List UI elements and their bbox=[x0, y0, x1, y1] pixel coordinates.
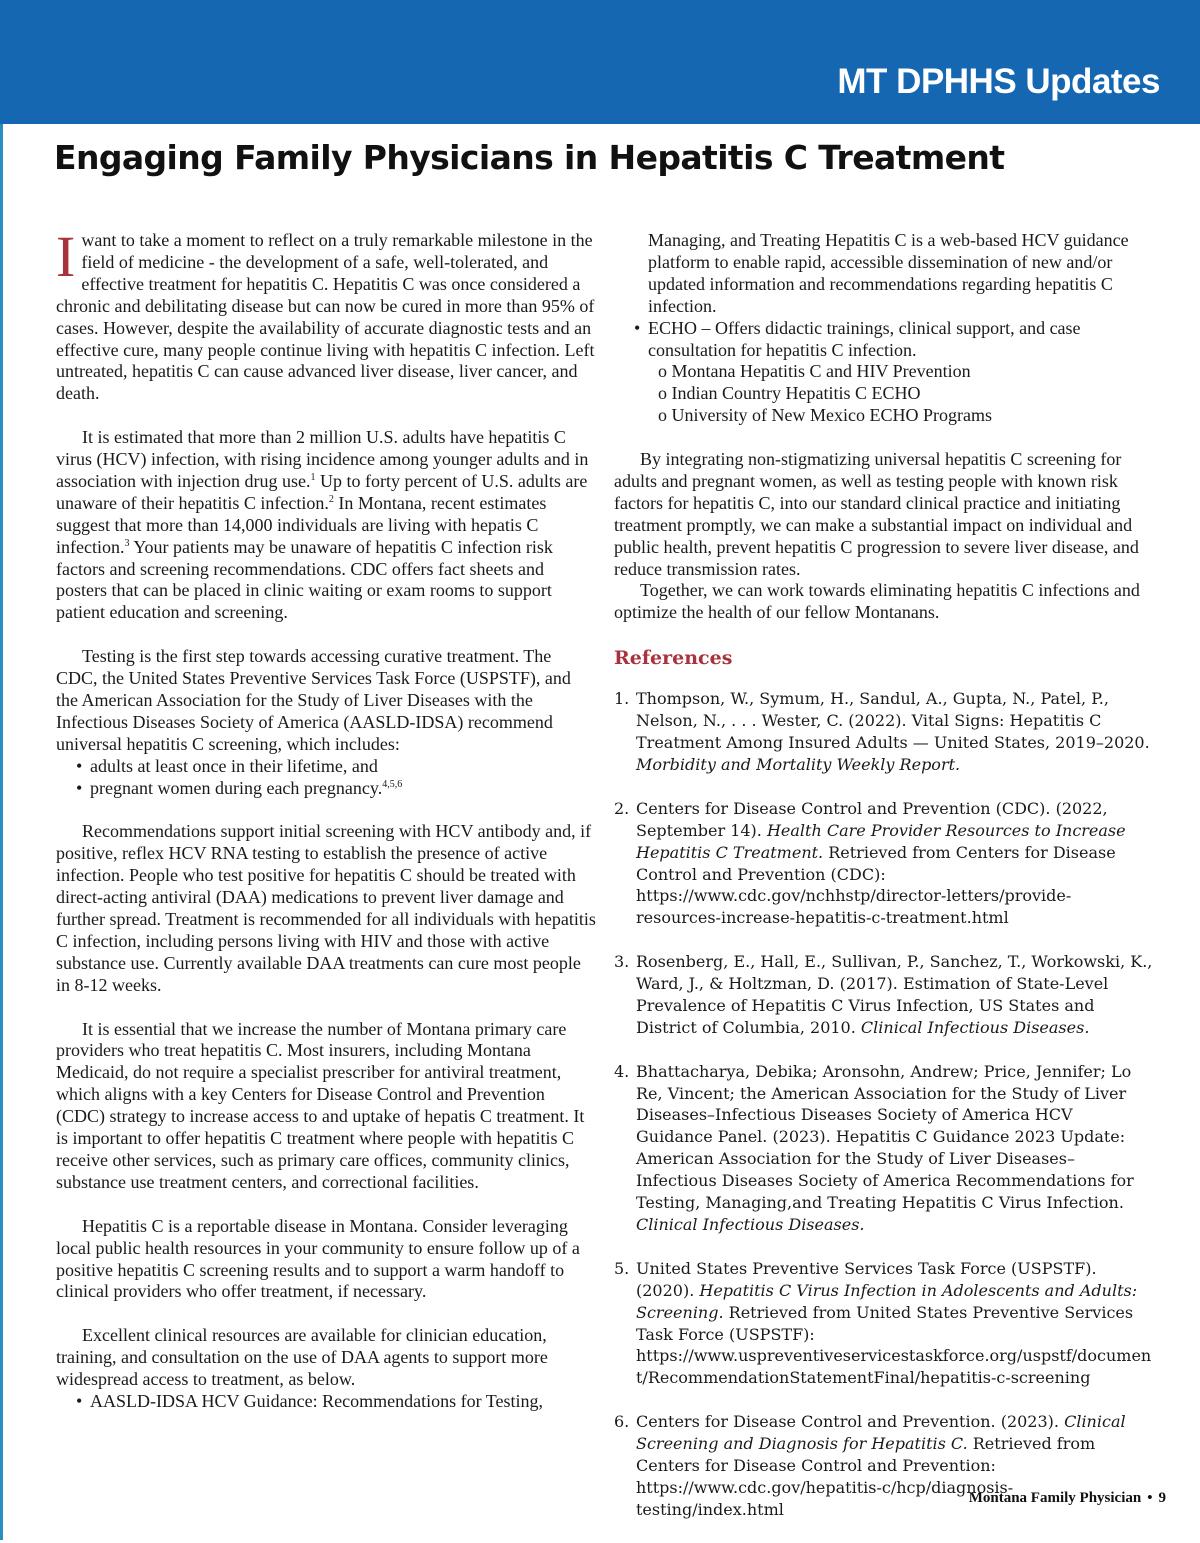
list-item bbox=[614, 318, 1154, 362]
reference-tail: Retrieved from United States Preventive Services Task Force (USPSTF): https://www.uspreventiveservicestaskforce.org/uspstf/document/RecommendationStatementFinal/hepatitis-c-screening bbox=[636, 1302, 1152, 1388]
reference-text: Centers for Disease Control and Prevention (CDC). (2022, September 14). bbox=[636, 798, 1108, 840]
recommendations-paragraph: Recommendations support initial screening with HCV antibody and, if positive, reflex HCV RNA testing to establish the presence of active infection. People who test positive for hepatitis C should be treated with direct-acting antiviral (DAA) medications to prevent liver damage and further spread. Treatment is recommended for all individuals with hepatitis C infection, including persons living with HIV and those with active substance use. Currently available DAA treatments can cure most people in 8-12 weeks. bbox=[56, 821, 596, 995]
echo-program: o Montana Hepatitis C and HIV Prevention bbox=[658, 361, 971, 382]
header-banner bbox=[0, 0, 1200, 124]
reference-text: Thompson, W., Symum, H., Sandul, A., Gupta, N., Patel, P., Nelson, N., . . . Wester, C. (2022). Vital Signs: Hepatitis C Treatment Among Insured Adults — United States, 2019–2020. bbox=[636, 689, 1150, 753]
closing-paragraph: Together, we can work towards eliminating hepatitis C infections and optimize the health of our fellow Montanans. bbox=[614, 580, 1140, 623]
intro-text: want to take a moment to reflect on a truly remarkable milestone in the field of medicine - the development of a safe, well-tolerated, and effective treatment for hepatitis C. Hepatitis C was once considered a chronic and debilitating disease but can now be cured in more than 95% of cases. However, despite the availability of accurate diagnostic tests and an effective cure, many people continue living with hepatitis C infection. Left untreated, hepatitis C can cause advanced liver disease, liver cancer, and death. bbox=[56, 230, 595, 404]
page-number: 9 bbox=[1158, 1490, 1166, 1506]
reference-source: Morbidity and Mortality Weekly Report. bbox=[636, 755, 961, 775]
reference-text: Bhattacharya, Debika; Aronsohn, Andrew; Price, Jennifer; Lo Re, Vincent; the American Association for the Study of Liver Diseases–Infectious Diseases Society of America HCV Guidance Panel. (2023). Hepatitis C Guidance 2023 Update: American Association for the Study of Liver Diseases– Infectious Diseases Society of America Recommendations for Testing, Managing,and Treating Hepatitis C Virus Infection. bbox=[636, 1061, 1134, 1213]
citation-sup: 4,5,6 bbox=[382, 778, 403, 790]
reference-text: United States Preventive Services Task Force (USPSTF). (2020). bbox=[636, 1258, 1097, 1300]
reference-number: 4. bbox=[614, 1061, 630, 1081]
banner-title: MT DPHHS Updates bbox=[837, 62, 1160, 101]
prevalence-text-d: Your patients may be unaware of hepatitis C infection risk factors and screening recommendations. CDC offers fact sheets and posters that can be placed in clinic waiting or exam rooms to support patient education and screening. bbox=[56, 536, 553, 623]
drop-cap: I bbox=[56, 224, 76, 289]
bullet-icon: • bbox=[76, 1390, 83, 1411]
reference-source: Clinical Infectious Diseases. bbox=[860, 1017, 1090, 1037]
reference-text: Rosenberg, E., Hall, E., Sullivan, P., Sanchez, T., Workowski, K., Ward, J., & Holtzman, D. (2017). Estimation of State-Level Prevalence of Hepatitis C Virus Infection, US States and District of Columbia, 2010. bbox=[636, 952, 1153, 1037]
citation-sup: 2 bbox=[328, 493, 334, 505]
page-edge-rule bbox=[0, 0, 3, 1540]
list-item bbox=[56, 778, 596, 800]
resource-echo-text: ECHO – Offers didactic trainings, clinical support, and case consultation for hepatitis C infection. bbox=[648, 317, 1081, 360]
reference-number: 1. bbox=[614, 689, 630, 709]
article-left-column bbox=[56, 224, 596, 1413]
bullet-icon: • bbox=[634, 317, 641, 338]
list-item bbox=[56, 1391, 596, 1413]
reference-item bbox=[614, 1258, 1154, 1389]
bullet-icon: • bbox=[76, 777, 83, 798]
reference-number: 2. bbox=[614, 798, 630, 818]
resource-aasld-text: AASLD-IDSA HCV Guidance: Recommendations for Testing, bbox=[90, 1390, 544, 1411]
citation-sup: 3 bbox=[124, 537, 130, 549]
screening-list bbox=[56, 756, 596, 800]
reference-source: Hepatitis C Virus Infection in Adolescents and Adults: Screening. bbox=[636, 1280, 1138, 1322]
references-list bbox=[614, 688, 1154, 1520]
bullet-icon: • bbox=[76, 755, 83, 776]
reference-item bbox=[614, 1061, 1154, 1236]
prevalence-text-a: It is estimated that more than 2 million U.S. adults have hepatitis C virus (HCV) infection, with rising incidence among younger adults and in association with injection drug use. bbox=[56, 427, 589, 491]
resource-aasld-continued: Managing, and Treating Hepatitis C is a web-based HCV guidance platform to enable rapid, accessible dissemination of new and/or updated information and recommendations regarding hepatitis C infection. bbox=[648, 230, 1129, 316]
reference-source: Health Care Provider Resources to Increase Hepatitis C Treatment. bbox=[636, 820, 1126, 862]
article-right-column bbox=[614, 230, 1154, 1543]
echo-program: o Indian Country Hepatitis C ECHO bbox=[658, 383, 921, 404]
resources-paragraph: Excellent clinical resources are available for clinician education, training, and consultation on the use of DAA agents to support more widespread access to treatment, as below. bbox=[56, 1325, 548, 1390]
prevalence-paragraph bbox=[56, 427, 596, 624]
reference-source: Clinical Screening and Diagnosis for Hepatitis C. bbox=[636, 1412, 1126, 1454]
prevalence-text-c: In Montana, recent estimates suggest that more than 14,000 individuals are living with hepatis C infection. bbox=[56, 492, 547, 557]
providers-paragraph: It is essential that we increase the number of Montana primary care providers who treat hepatitis C. Most insurers, including Montana Medicaid, do not require a specialist prescriber for antiviral treatment, which aligns with a key Centers for Disease Control and Prevention (CDC) strategy to increase access to and uptake of hepatis C treatment. It is important to offer hepatitis C treatment where people with hepatitis C receive other services, such as primary care offices, community clinics, substance use treatment centers, and correctional facilities. bbox=[56, 1018, 585, 1192]
list-item-text: pregnant women during each pregnancy. bbox=[90, 777, 383, 798]
publication-name: Montana Family Physician bbox=[968, 1490, 1142, 1506]
prevalence-text-b: Up to forty percent of U.S. adults are unaware of their hepatitis C infection. bbox=[56, 470, 588, 513]
reference-item bbox=[614, 951, 1154, 1039]
reference-number: 3. bbox=[614, 952, 630, 972]
article-headline: Engaging Family Physicians in Hepatitis C Treatment bbox=[54, 138, 1005, 177]
references-heading: References bbox=[614, 647, 733, 670]
reference-number: 5. bbox=[614, 1258, 630, 1278]
reference-source: Clinical Infectious Diseases. bbox=[636, 1215, 865, 1234]
footer-separator: • bbox=[1147, 1490, 1153, 1506]
reference-item bbox=[614, 798, 1154, 929]
reference-number: 6. bbox=[614, 1412, 630, 1432]
list-item bbox=[56, 756, 596, 778]
list-item-text: adults at least once in their lifetime, and bbox=[90, 755, 378, 776]
reportable-paragraph: Hepatitis C is a reportable disease in Montana. Consider leveraging local public health resources in your community to ensure follow up of a positive hepatitis C screening results and to support a warm handoff to clinical providers who offer treatment, if necessary. bbox=[56, 1215, 580, 1302]
reference-text: Centers for Disease Control and Prevention. (2023). bbox=[636, 1412, 1065, 1432]
citation-sup: 1 bbox=[310, 471, 316, 483]
reference-tail: Retrieved from Centers for Disease Control and Prevention: https://www.cdc.gov/hepatitis-c/hcp/diagnosis-testing/index.html bbox=[636, 1434, 1096, 1519]
integration-paragraph: By integrating non-stigmatizing universal hepatitis C screening for adults and pregnant women, as well as testing people with known risk factors for hepatitis C, into our standard clinical practice and initiating treatment promptly, we can make a substantial impact on individual and public health, prevent hepatitis C progression to severe liver disease, and reduce transmission rates. bbox=[614, 449, 1139, 579]
reference-item bbox=[614, 688, 1154, 776]
testing-paragraph: Testing is the first step towards accessing curative treatment. The CDC, the United States Preventive Services Task Force (USPSTF), and the American Association for the Study of Liver Diseases with the Infectious Diseases Society of America (AASLD-IDSA) recommend universal hepatitis C screening, which includes: bbox=[56, 646, 571, 754]
reference-tail: Retrieved from Centers for Disease Control and Prevention (CDC): https://www.cdc.gov/nchhstp/director-letters/provide-resources-increase-hepatitis-c-treatment.html bbox=[636, 842, 1116, 928]
page-footer bbox=[969, 1490, 1166, 1507]
echo-program: o University of New Mexico ECHO Programs bbox=[658, 405, 992, 426]
intro-paragraph bbox=[56, 224, 596, 405]
